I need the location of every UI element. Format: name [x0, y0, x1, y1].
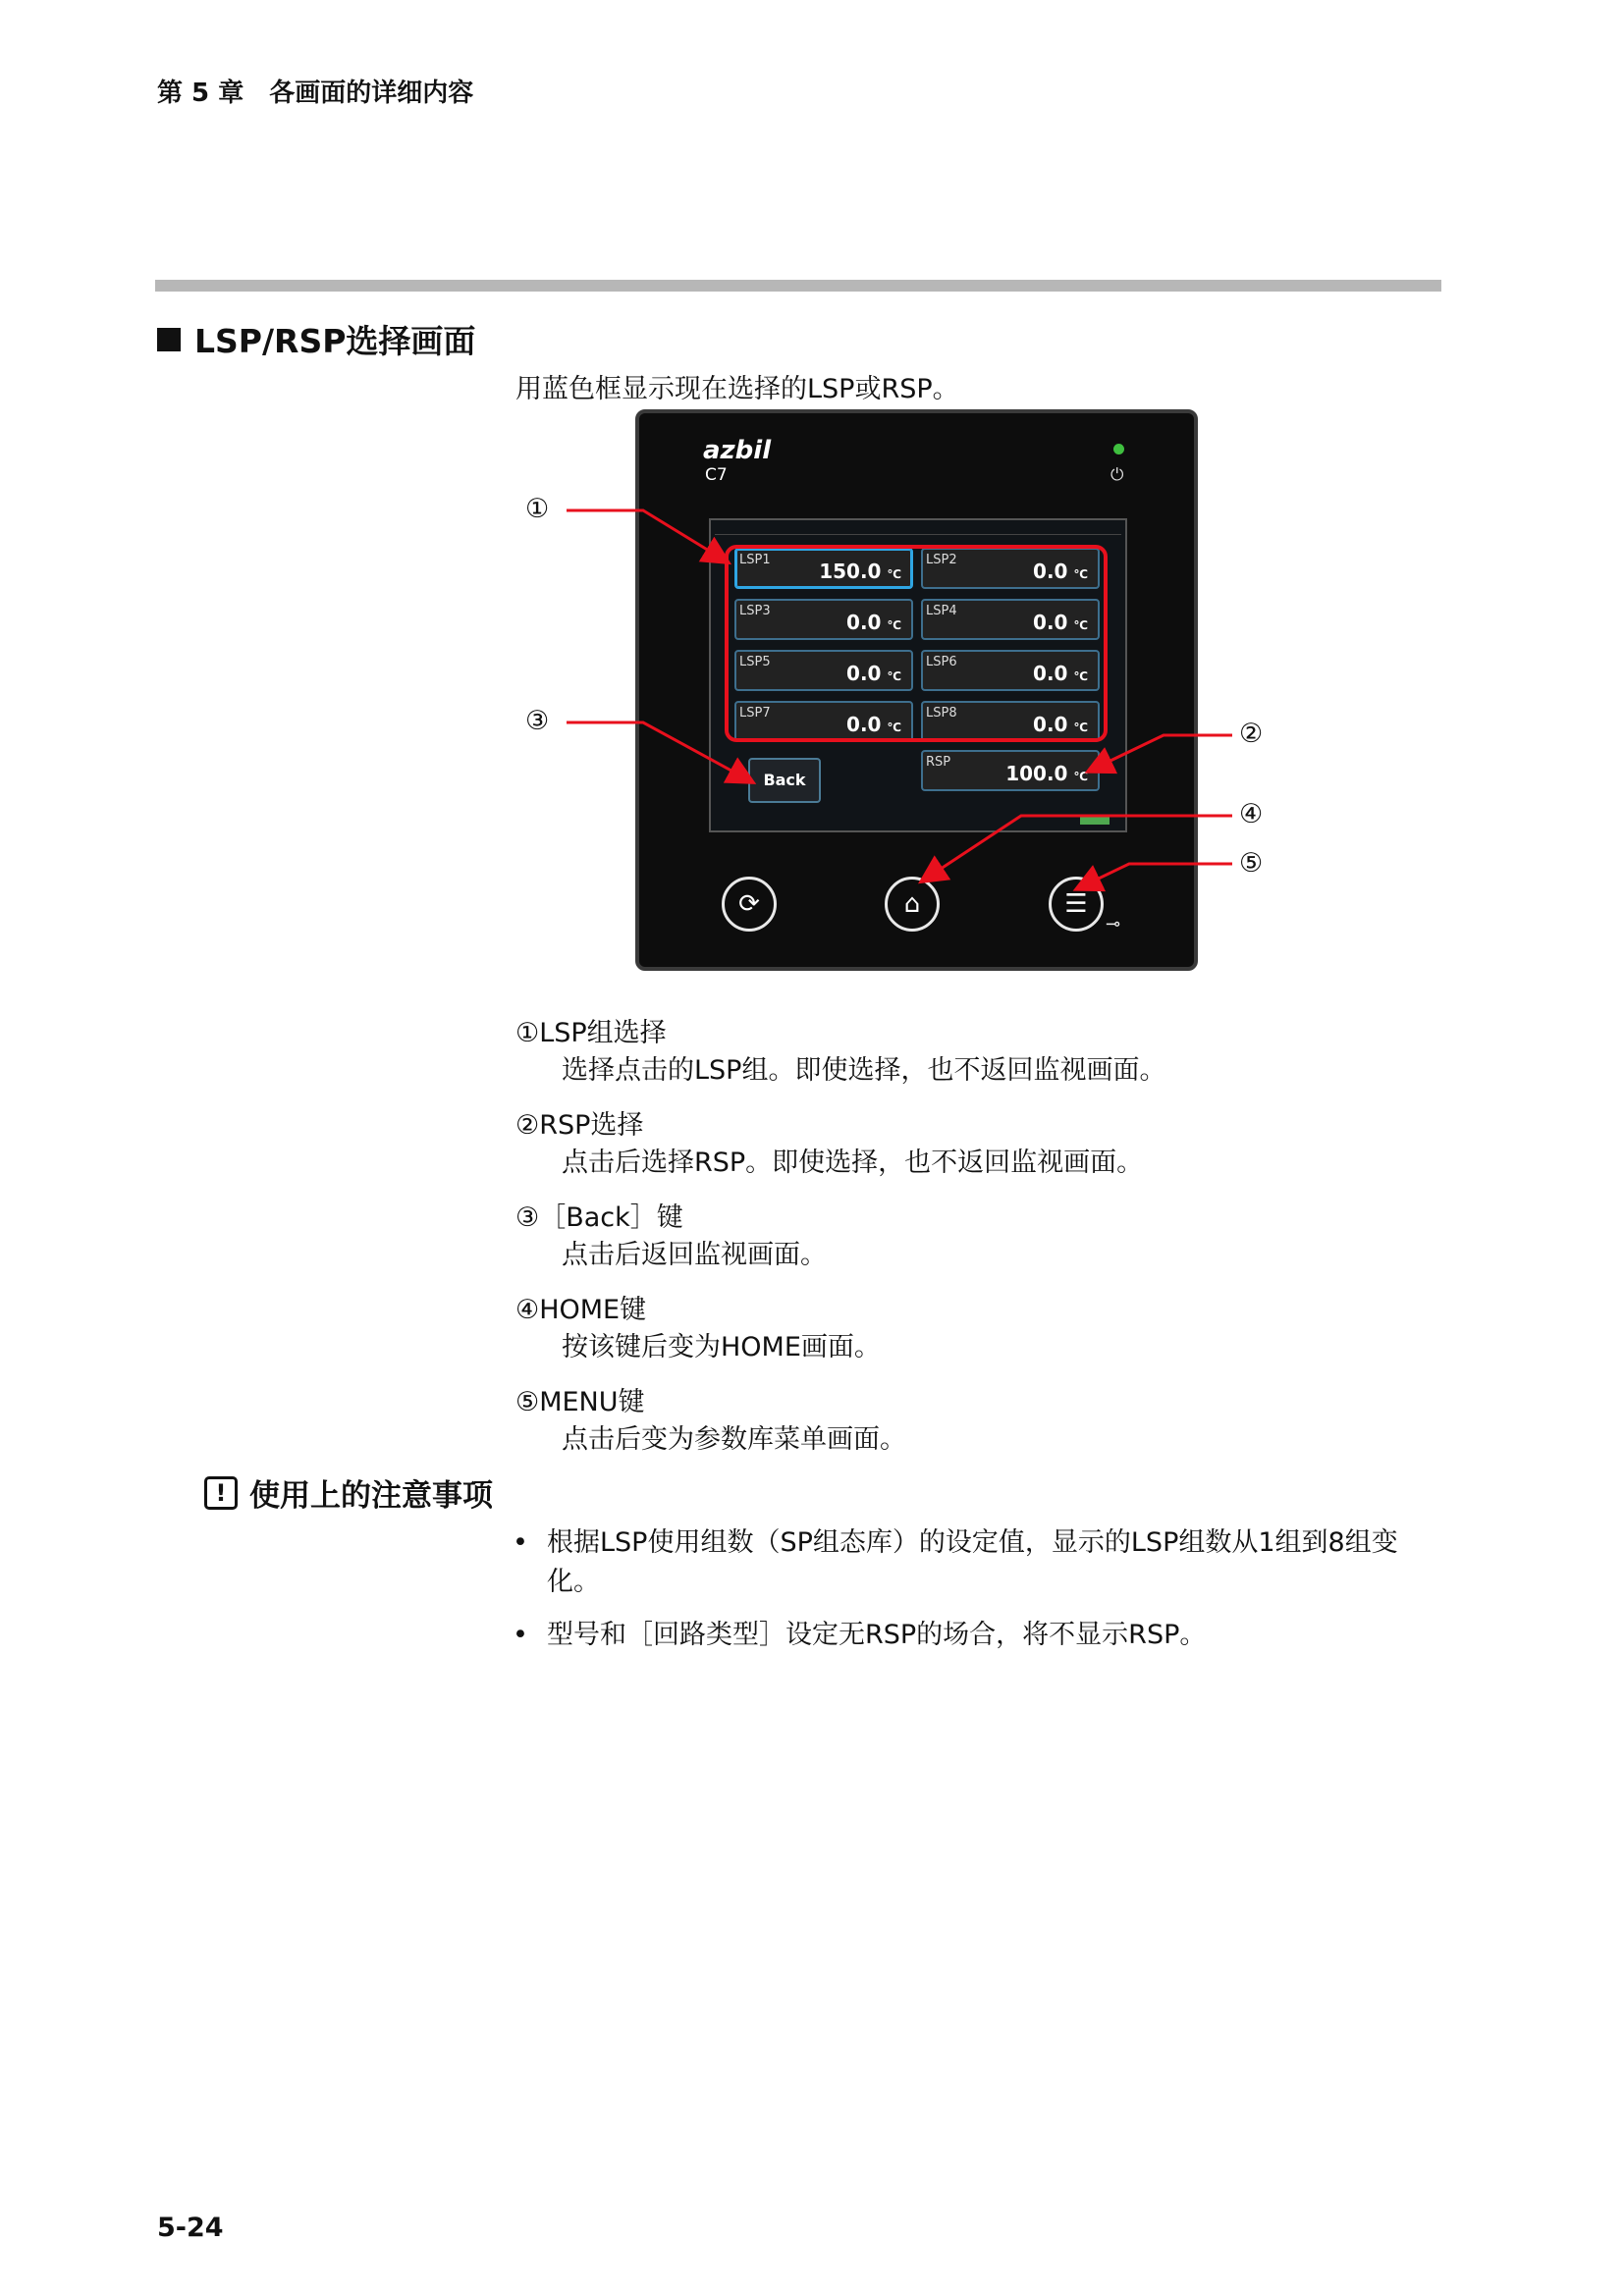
menu-button[interactable]: ☰ [1049, 877, 1104, 932]
item-2-head: ②RSP选择 [515, 1110, 644, 1141]
back-button[interactable]: Back [748, 758, 821, 803]
callout-lines [0, 0, 1624, 1080]
lsp-cell-label: LSP1 [739, 553, 771, 567]
lsp-cell-label: LSP5 [739, 655, 771, 669]
bullet-dot-icon: • [513, 1620, 528, 1650]
lsp-cell-value: 150.0 ℃ [819, 560, 901, 583]
callout-4: ④ [1239, 799, 1264, 829]
callout-5: ⑤ [1239, 848, 1264, 879]
rsp-cell-value: 100.0 ℃ [1005, 762, 1088, 785]
key-icon: ⊸ [1106, 914, 1121, 934]
item-4-head: ④HOME键 [515, 1295, 647, 1325]
lsp-cell-value: 0.0 ℃ [846, 611, 901, 634]
callout-3-line [567, 722, 751, 781]
lsp-cell-value: 0.0 ℃ [1033, 560, 1088, 583]
item-1-desc: 选择点击的LSP组。即使选择，也不返回监视画面。 [562, 1055, 1166, 1086]
page-number: 5-24 [157, 2213, 224, 2243]
lsp-cell-label: LSP4 [926, 604, 957, 618]
item-4-desc: 按该键后变为HOME画面。 [562, 1332, 881, 1362]
caution-title [204, 1470, 493, 1515]
power-icon: ⏻ [1110, 465, 1124, 485]
item-2-desc: 点击后选择RSP。即使选择，也不返回监视画面。 [562, 1148, 1144, 1178]
loop-switch-button[interactable]: ⟳ [722, 877, 777, 932]
item-3-head: ③［Back］键 [515, 1202, 683, 1233]
home-button[interactable]: ⌂ [885, 877, 940, 932]
callout-1-line [567, 510, 727, 561]
lsp-cell-label: LSP2 [926, 553, 957, 567]
caution-bullet-1-text: 根据LSP使用组数（SP组态库）的设定值，显示的LSP组数从1组到8组变化。 [547, 1527, 1398, 1597]
brand-logo: azbil [703, 436, 772, 465]
bullet-dot-icon: • [513, 1527, 528, 1558]
callout-1: ① [525, 494, 550, 524]
callout-2-line [1090, 735, 1232, 771]
rsp-cell-label: RSP [926, 755, 951, 770]
lsp-cell-value: 0.0 ℃ [1033, 713, 1088, 736]
lsp-cell-value: 0.0 ℃ [846, 662, 901, 685]
section-intro: 用蓝色框显示现在选择的LSP或RSP。 [515, 374, 959, 404]
caution-title-text: 使用上的注意事项 [249, 1478, 493, 1514]
lsp-cell-value: 0.0 ℃ [1033, 611, 1088, 634]
lsp-cell-label: LSP8 [926, 706, 957, 721]
caution-bullet-2-text: 型号和［回路类型］设定无RSP的场合，将不显示RSP。 [547, 1620, 1207, 1650]
caution-icon: ! [204, 1476, 238, 1510]
caution-bullet-1 [513, 1523, 1440, 1602]
lsp-cell-label: LSP7 [739, 706, 771, 721]
lsp-cell-value: 0.0 ℃ [1033, 662, 1088, 685]
lsp-cell-label: LSP3 [739, 604, 771, 618]
caution-bullet-2 [513, 1616, 1440, 1655]
item-5-desc: 点击后变为参数库菜单画面。 [562, 1424, 906, 1455]
lsp-cell-value: 0.0 ℃ [846, 713, 901, 736]
callout-2: ② [1239, 719, 1264, 749]
callout-4-line [923, 816, 1232, 881]
callout-3: ③ [525, 706, 550, 736]
section-title-text: LSP/RSP选择画面 [194, 322, 476, 360]
item-5-head: ⑤MENU键 [515, 1387, 645, 1417]
item-3-desc: 点击后返回监视画面。 [562, 1240, 827, 1270]
model-label: C7 [705, 465, 728, 485]
chapter-header: 第 5 章 各画面的详细内容 [157, 79, 474, 108]
item-1-head: ①LSP组选择 [515, 1018, 667, 1048]
callout-5-line [1078, 864, 1232, 888]
lsp-cell-label: LSP6 [926, 655, 957, 669]
